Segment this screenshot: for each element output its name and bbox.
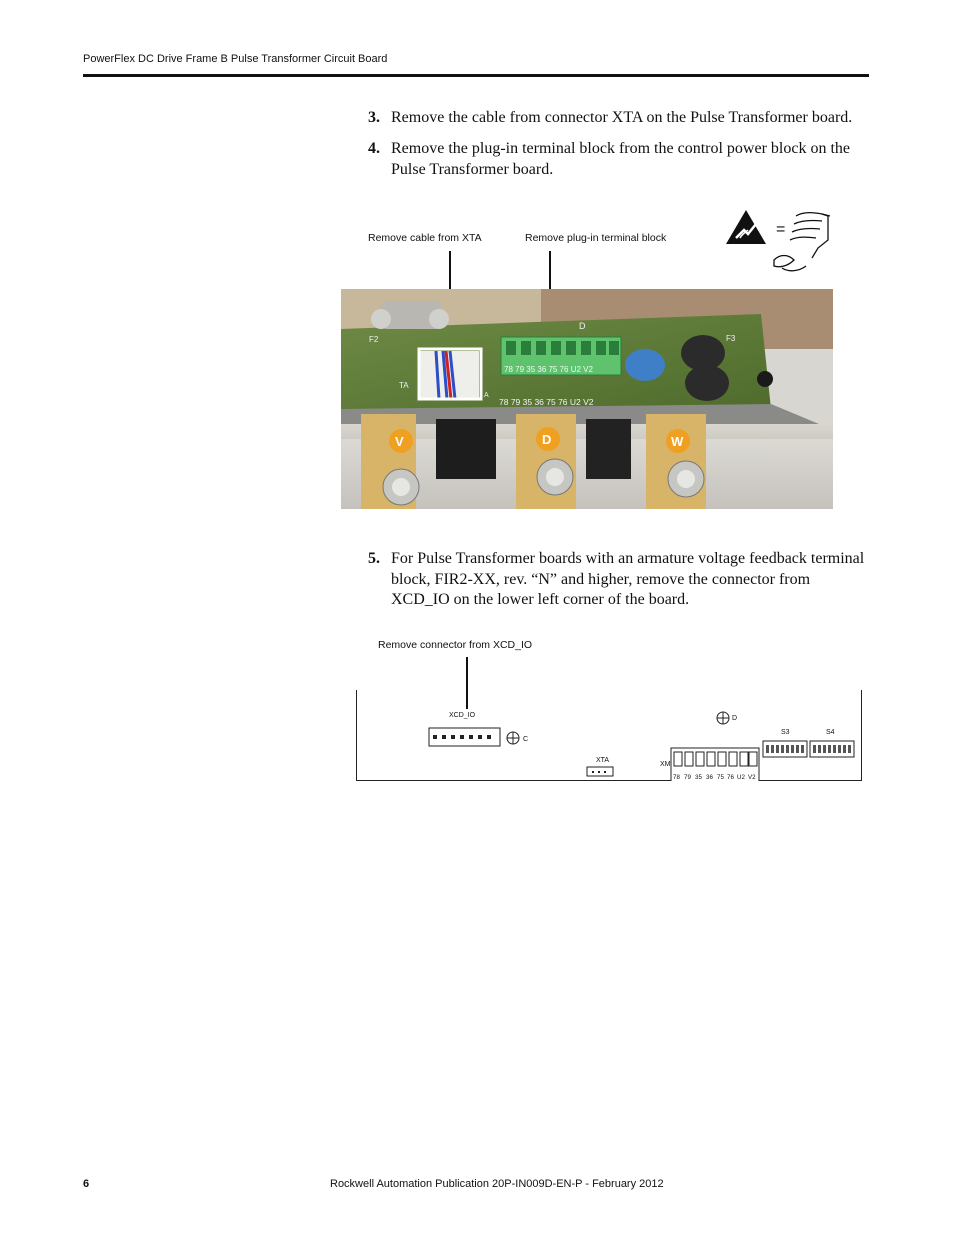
dip-switch-s4 [810,741,854,757]
photo-terminals-top: 78 79 35 36 75 76 U2 V2 [504,365,593,374]
xta-label: XTA [596,757,610,764]
terminal-36: 36 [706,774,713,781]
terminal-75: 75 [717,774,724,781]
step-5-text: For Pulse Transformer boards with an armature voltage feedback terminal block, FIR2-XX, rev. “N” and higher, remove the connector from XCD_IO on the lower left corner of the board. [391,550,865,608]
board-diagram [356,690,862,781]
callout-remove-cable-xta: Remove cable from XTA [368,232,482,244]
mounting-screw-c-icon [507,732,519,744]
photo-f3-label: F3 [726,334,736,343]
photo-a-label: A [484,392,489,399]
xm-label: XM [660,761,671,768]
mounting-screw-d-icon [717,712,729,724]
step-5-number: 5. [368,550,380,567]
s3-label: S3 [781,729,790,736]
photo-f2-label: F2 [369,335,379,344]
s4-label: S4 [826,729,835,736]
xcd-io-label: XCD_IO [449,712,476,719]
photo-d-label: D [579,321,586,331]
step-5 [368,549,868,611]
terminal-u2: U2 [737,774,745,781]
step-3-number: 3. [368,109,380,126]
terminal-79: 79 [684,774,691,781]
terminal-35: 35 [695,774,702,781]
c-label: C [523,736,529,743]
step-3-text: Remove the cable from connector XTA on the Pulse Transformer board. [391,109,853,126]
step-4-number: 4. [368,140,380,157]
running-header: PowerFlex DC Drive Frame B Pulse Transformer Circuit Board [83,53,388,65]
photo-terminals-bottom: 78 79 35 36 75 76 U2 V2 [499,397,594,407]
busbar-w-label: W [671,434,684,449]
dip-switch-s3 [763,741,807,757]
terminal-78: 78 [673,774,680,781]
terminal-v2: V2 [748,774,756,781]
step-3 [368,108,868,129]
header-rule [83,74,869,77]
step-4 [368,139,868,180]
esd-warning-icon [722,208,834,274]
esd-equals-symbol: = [776,221,786,238]
callout-remove-terminal-block: Remove plug-in terminal block [525,232,667,244]
callout-remove-xcd-io: Remove connector from XCD_IO [378,639,533,651]
publication-info: Rockwell Automation Publication 20P-IN009D-EN-P - February 2012 [330,1178,664,1190]
board-photo [341,289,833,509]
terminal-76: 76 [727,774,734,781]
page-number: 6 [83,1178,90,1190]
step-4-text: Remove the plug-in terminal block from the control power block on the Pulse Transformer board. [391,140,850,178]
busbar-d-label: D [542,432,552,447]
busbar-v-label: V [395,434,404,449]
d-label: D [732,715,738,722]
photo-ta-label: TA [399,381,409,390]
